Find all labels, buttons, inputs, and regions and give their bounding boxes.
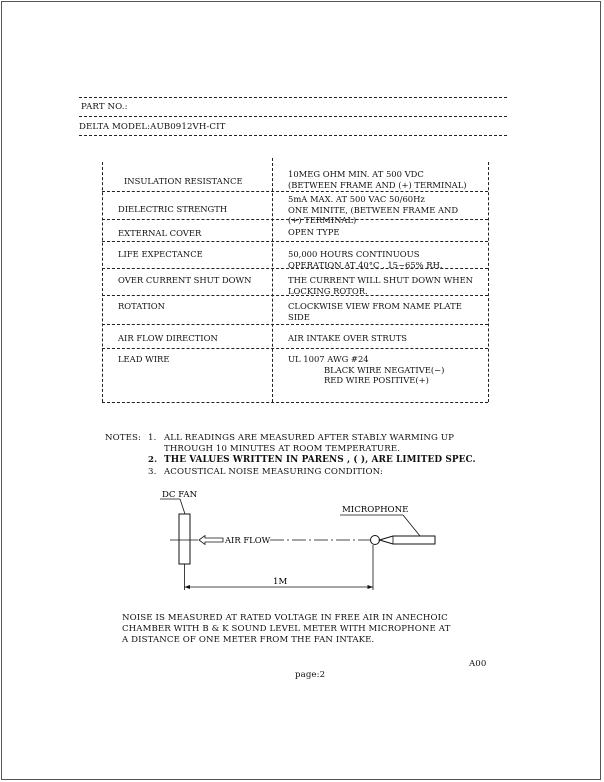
table-row-divider — [102, 191, 488, 192]
spec-label: LIFE EXPECTANCE — [118, 249, 203, 259]
spec-value-line: ONE MINITE, (BETWEEN FRAME AND — [288, 204, 459, 215]
note-2-number: 2. — [148, 455, 158, 465]
spec-value — [288, 333, 407, 344]
spec-value-line: 50,000 HOURS CONTINUOUS — [288, 249, 420, 259]
table-row-divider — [102, 241, 488, 242]
spec-value-line: (+) TERMINAL) — [288, 215, 357, 225]
spec-value — [288, 275, 473, 296]
table-row-divider — [102, 324, 488, 325]
table-border-right — [488, 162, 489, 402]
spec-label: INSULATION RESISTANCE — [124, 176, 243, 186]
note-3-number: 3. — [148, 467, 157, 477]
airflow-arrow-icon — [199, 536, 223, 545]
header-rule-middle — [79, 116, 507, 117]
part-no-label: PART NO.: — [81, 102, 128, 112]
microphone-leader-line — [403, 515, 420, 536]
spec-value-line: UL 1007 AWG #24 — [288, 354, 369, 364]
table-border-bottom — [102, 402, 488, 403]
spec-value-line: CLOCKWISE VIEW FROM NAME PLATE — [288, 301, 462, 311]
spec-value — [288, 227, 339, 238]
spec-value-line: OPERATION AT 40°C , 15~65% RH. — [288, 259, 443, 270]
spec-value-line: AIR INTAKE OVER STRUTS — [288, 333, 408, 343]
spec-value — [288, 249, 443, 270]
spec-value — [288, 169, 467, 190]
noise-paragraph-line-2: CHAMBER WITH B & K SOUND LEVEL METER WITH MICROPHONE AT — [122, 624, 451, 634]
spec-value-line: RED WIRE POSITIVE(+) — [324, 375, 429, 385]
spec-label: AIR FLOW DIRECTION — [118, 333, 218, 343]
page-number: page:2 — [295, 670, 326, 680]
note-1-continuation: THROUGH 10 MINUTES AT ROOM TEMPERATURE. — [164, 444, 401, 454]
table-row-divider — [102, 348, 488, 349]
spec-value-line: OPEN TYPE — [288, 227, 340, 237]
spec-label: LEAD WIRE — [118, 354, 170, 364]
note-1-text: ALL READINGS ARE MEASURED AFTER STABLY WARMING UP — [164, 433, 454, 443]
notes-label: NOTES: — [105, 433, 141, 443]
spec-value-line: 10MEG OHM MIN. AT 500 VDC — [288, 169, 424, 179]
spec-label: ROTATION — [118, 301, 165, 311]
spec-value-line: SIDE — [288, 311, 310, 322]
spec-value-line: BLACK WIRE NEGATIVE(−) — [324, 364, 445, 375]
airflow-label: AIR FLOW — [225, 535, 271, 545]
spec-label: OVER CURRENT SHUT DOWN — [118, 275, 252, 285]
spec-value-line: (BETWEEN FRAME AND (+) TERMINAL) — [288, 179, 467, 190]
microphone-body-icon — [380, 536, 436, 544]
note-2-text: THE VALUES WRITTEN IN PARENS , ( ), ARE LIMITED SPEC. — [164, 455, 476, 465]
dimension-arrow-left-icon — [185, 585, 191, 589]
noise-measurement-diagram — [152, 486, 452, 596]
header-rule-top — [79, 97, 507, 98]
model-label: DELTA MODEL:AUB0912VH-CIT — [79, 122, 226, 132]
note-1-number: 1. — [148, 433, 157, 443]
distance-label: 1M — [273, 577, 288, 587]
spec-label: EXTERNAL COVER — [118, 228, 202, 238]
noise-paragraph-line-3: A DISTANCE OF ONE METER FROM THE FAN INTAKE. — [122, 635, 375, 645]
spec-value-line: THE CURRENT WILL SHUT DOWN WHEN — [288, 275, 474, 285]
dc-fan-label: DC FAN — [162, 490, 198, 500]
noise-paragraph-line-1: NOISE IS MEASURED AT RATED VOLTAGE IN FREE AIR IN ANECHOIC — [122, 613, 448, 623]
table-column-divider — [272, 158, 273, 402]
spec-label: DIELECTRIC STRENGTH — [118, 204, 228, 214]
spec-value — [288, 301, 462, 322]
spec-value-line: LOCKING ROTOR. — [288, 285, 368, 296]
spec-value-line: 5mA MAX. AT 500 VAC 50/60Hz — [288, 194, 425, 204]
microphone-label: MICROPHONE — [342, 505, 409, 515]
table-border-left — [102, 162, 103, 402]
document-page — [1, 1, 601, 780]
spec-value — [288, 354, 444, 386]
header-rule-bottom — [79, 135, 507, 136]
spec-value — [288, 194, 458, 226]
revision-code: A00 — [469, 659, 487, 669]
note-3-text: ACOUSTICAL NOISE MEASURING CONDITION: — [164, 467, 383, 477]
fan-body — [179, 514, 190, 564]
dimension-arrow-right-icon — [368, 585, 374, 589]
dc-fan-leader-line — [180, 499, 185, 514]
